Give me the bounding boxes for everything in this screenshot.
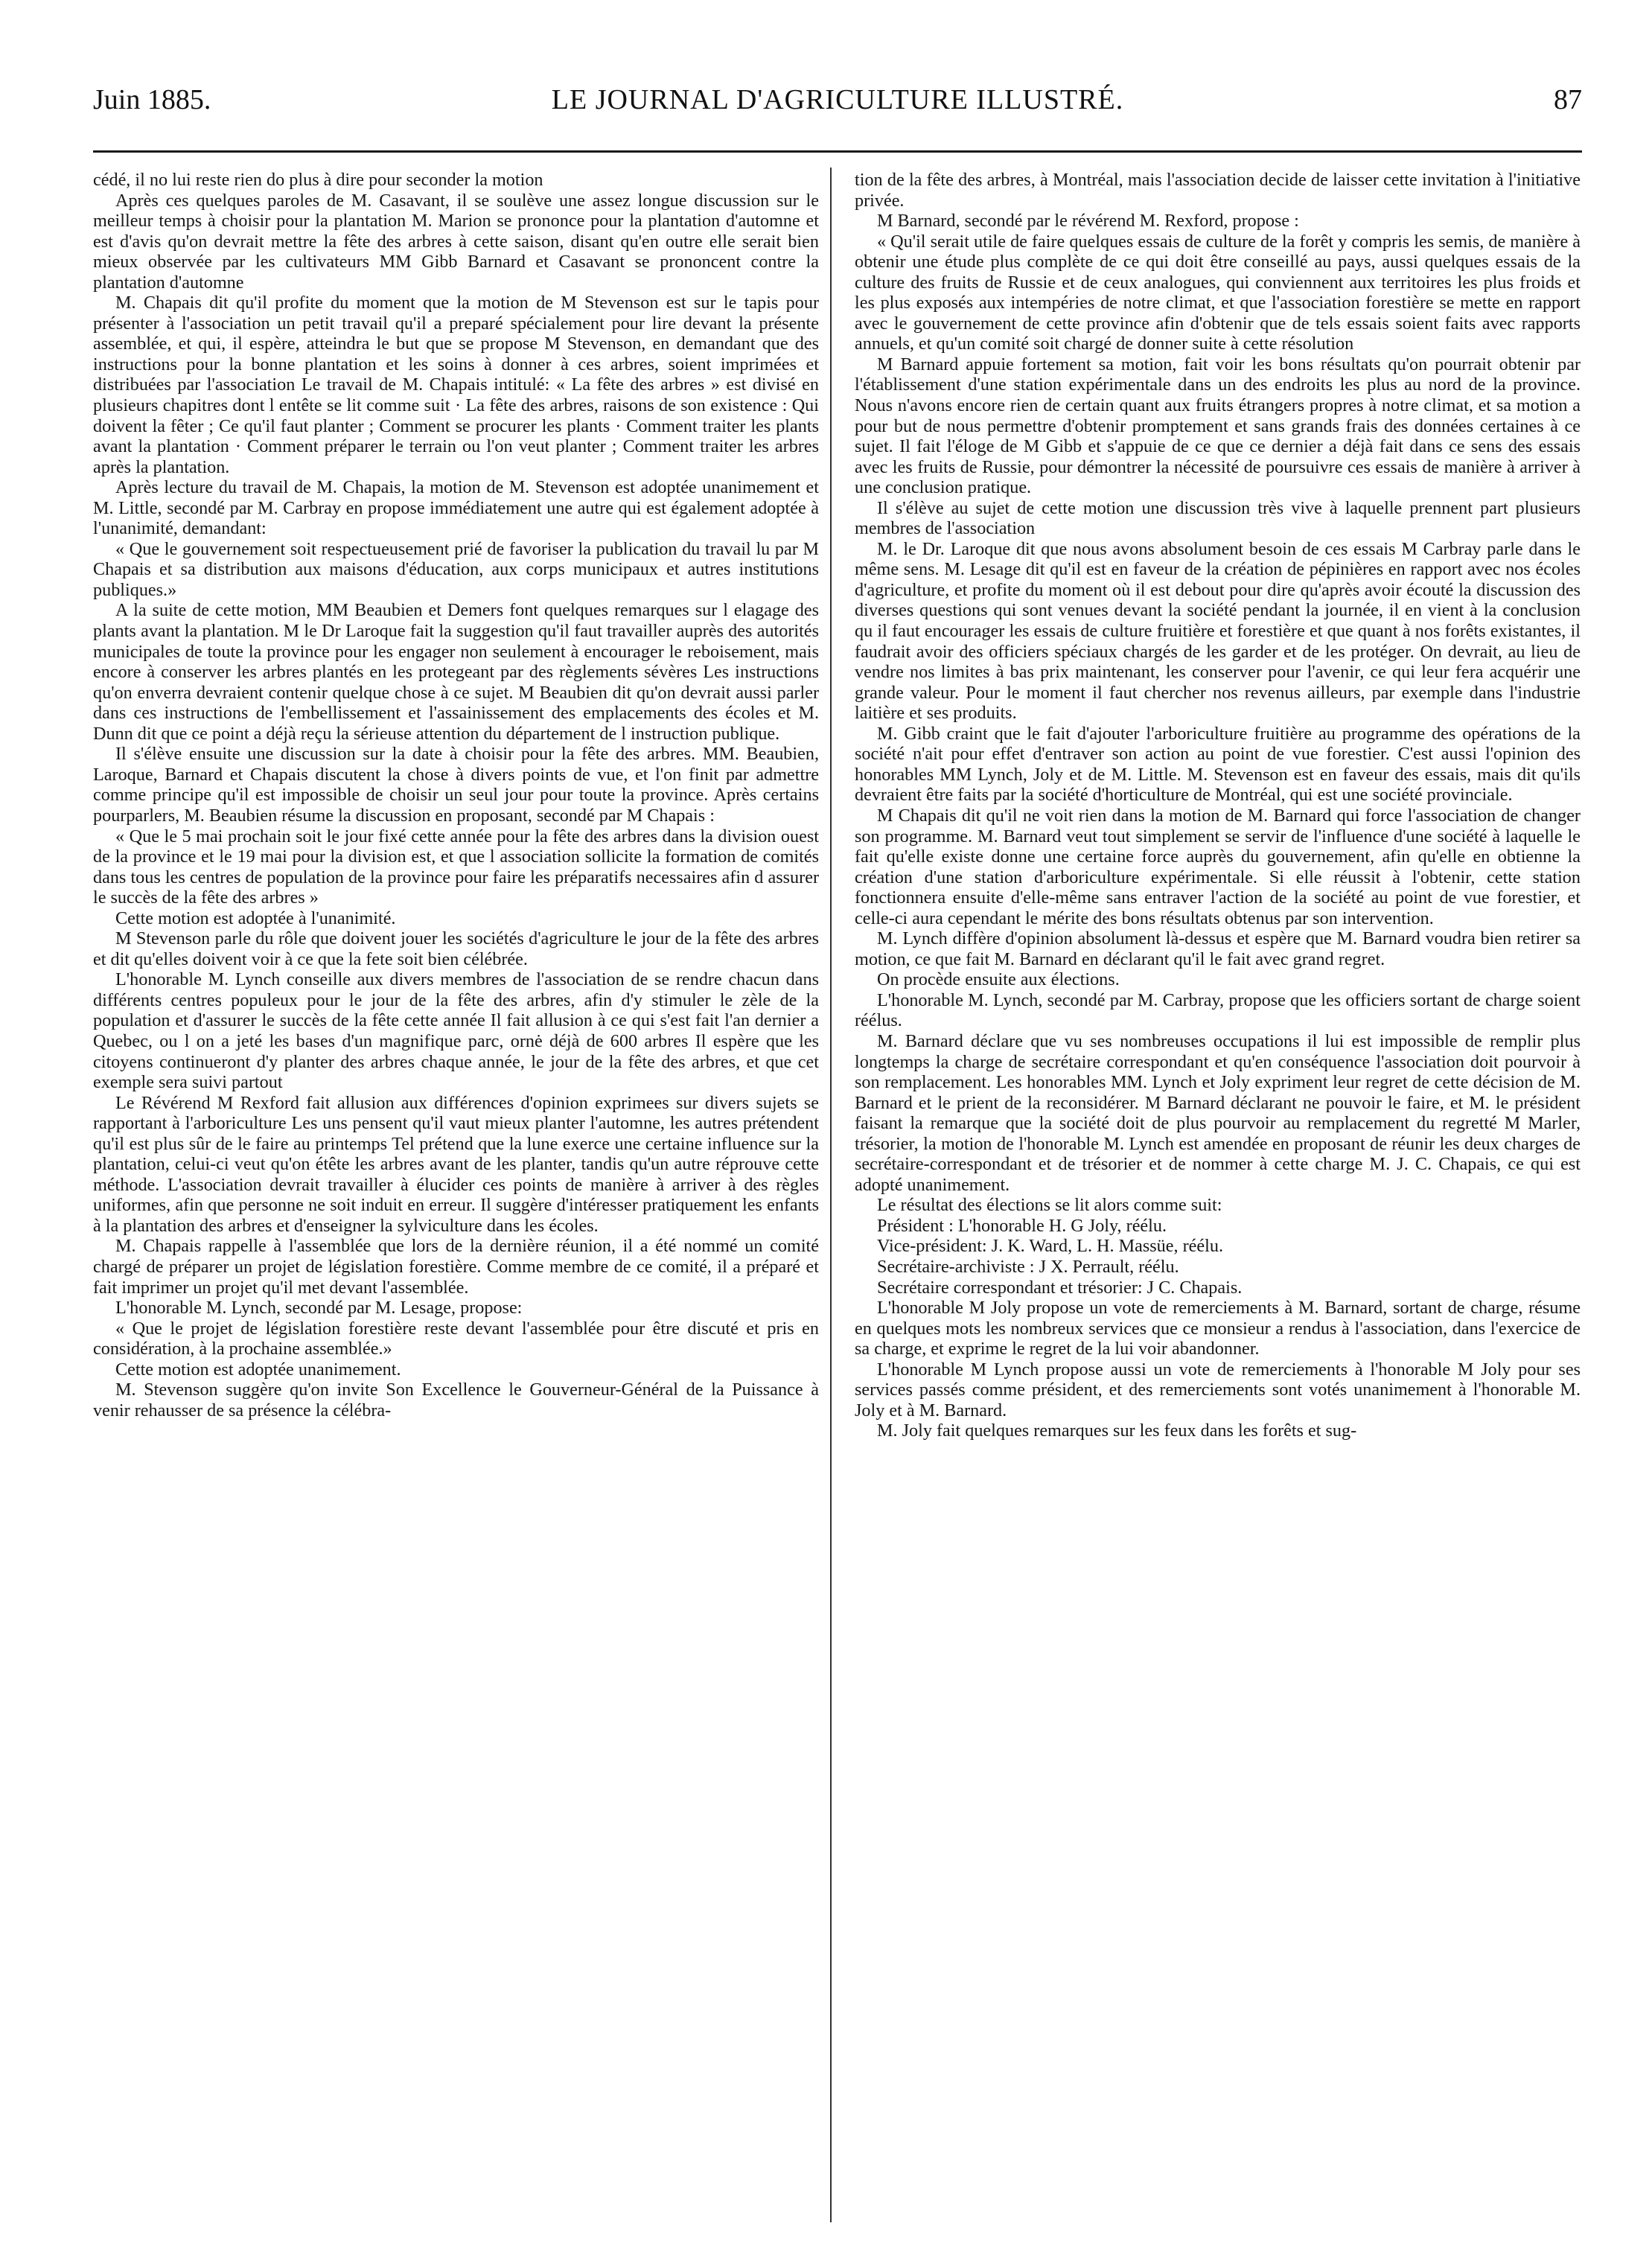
right-column bbox=[855, 170, 1581, 2228]
paragraph: Cette motion est adoptée à l'unanimité. bbox=[115, 908, 396, 928]
paragraph: L'honorable M. Lynch, secondé par M. Carbray, propose que les officiers sortant de charge soient réélus. bbox=[855, 989, 1581, 1031]
column-divider bbox=[830, 168, 832, 2222]
paragraph: Le Révérend M Rexford fait allusion aux différences d'opinion exprimees sur divers sujets se rapportant à l'arboriculture Les uns pensent qu'il vaut mieux planter l'automne, les autres prétendent qu'il est plus sûr de le faire au printemps Tel prétend que la lune exerce une certaine influence sur la plantation, celui-ci veut qu'on étête les arbres avant de les planter, tandis qu'un autre réprouve cette méthode. L'association devrait travailler à élucider ces points de manière à arriver à des règles uniformes, afin que personne ne soit induit en erreur. Il suggère d'intéresser pratiquement les enfants à la plantation des arbres et d'enseigner la sylviculture dans les écoles. bbox=[93, 1092, 819, 1236]
paragraph: M. Lynch diffère d'opinion absolument là-dessus et espère que M. Barnard voudra bien retirer sa motion, ce que fait M. Barnard en déclarant qu'il le fait avec grand regret. bbox=[855, 928, 1581, 969]
paragraph: Il s'élève au sujet de cette motion une discussion très vive à laquelle prennent part plusieurs membres de l'association bbox=[855, 497, 1581, 539]
journal-title: LE JOURNAL D'AGRICULTURE ILLUSTRÉ. bbox=[551, 84, 1124, 115]
paragraph: L'honorable M Joly propose un vote de remerciements à M. Barnard, sortant de charge, résume en quelques mots les nombreux services que ce monsieur a rendus à l'association, dans l'exercice de sa charge, et exprime le regret de la lui voir abandonner. bbox=[855, 1298, 1581, 1359]
quoted-resolution: « Que le projet de législation forestière reste devant l'assemblée pour être discuté et pris en considération, à la prochaine assemblée.» bbox=[93, 1318, 819, 1359]
paragraph: M. Chapais rappelle à l'assemblée que lors de la dernière réunion, il a été nommé un comité chargé de préparer un projet de législation forestière. Comme membre de ce comité, il a préparé et fait imprimer un projet qu'il met devant l'assemblée. bbox=[93, 1236, 819, 1298]
quoted-resolution: « Que le gouvernement soit respectueusement prié de favoriser la publication du travail lu par M Chapais et sa distribution aux maisons d'éducation, aux corps municipaux et autres institutions publiques.» bbox=[93, 538, 819, 600]
paragraph: M Chapais dit qu'il ne voit rien dans la motion de M. Barnard qui force l'association de changer son programme. M. Barnard veut tout simplement se servir de l'influence d'une société à laquelle le fait qu'elle existe donne une certaine force auprès du gouvernement, afin qu'elle en obtienne la création d'une station d'arboriculture expérimentale. Si elle réussit à l'obtenir, cette station fonctionnera ensuite d'elle-même sans entraver l'action de la société au point de vue forestier, et celle-ci aura cependant le mérite des bons résultats obtenus par son intervention. bbox=[855, 805, 1581, 928]
paragraph: M. Gibb craint que le fait d'ajouter l'arboriculture fruitière au programme des opérations de la société n'ait pour effet d'entraver son action au point de vue forestier. C'est aussi l'opinion des honorables MM Lynch, Joly et de M. Little. M. Stevenson est en faveur des essais, mais dit qu'ils devraient être faits par la société d'horticulture de Montréal, qui est une société provinciale. bbox=[855, 723, 1581, 806]
paragraph: M. Barnard déclare que vu ses nombreuses occupations il lui est impossible de remplir plus longtemps la charge de secrétaire correspondant et qu'en conséquence l'association doit pourvoir à son remplacement. Les honorables MM. Lynch et Joly expriment leur regret de cette décision de M. Barnard et le prient de la reconsidérer. M Barnard déclarant ne pouvoir le faire, et M. le président faisant la remarque que la société doit de plus pourvoir au remplacement du regretté M Marler, trésorier, la motion de l'honorable M. Lynch est amendée en proposant de réunir les deux charges de secrétaire-correspondant et de trésorier et de nommer à cette charge M. J. C. Chapais, ce qui est adopté unanimement. bbox=[855, 1030, 1581, 1195]
paragraph: L'honorable M. Lynch conseille aux divers membres de l'association de se rendre chacun dans différents centres populeux pour le jour de la fête des arbres, afin d'y stimuler le zèle de la population et d'assurer le succès de la fête cette année Il fait allusion à ce qui s'est fait l'an dernier a Quebec, ou l on a jeté les bases d'un magnifique parc, ornė déjà de 600 arbres Il espère que les citoyens continueront d'y planter des arbres chaque année, le jour de la fête des arbres, et que cet exemple sera suivi partout bbox=[93, 969, 819, 1093]
paragraph: A la suite de cette motion, MM Beaubien et Demers font quelques remarques sur l elagage des plants avant la plantation. M le Dr Laroque fait la suggestion qu'il faut travailler auprès des autorités municipales de toute la province pour les engager non seulement à encourager le reboisement, mais encore à conserver les arbres plantés en les protegeant par des règlements sévères Les instructions qu'on enverra devraient contenir quelque chose à ce sujet. M Beaubien dit qu'on devrait aussi parler dans ces instructions de l'embellissement et l'assainissement des emplacements des écoles et M. Dunn dit que ce point a déjà reçu la sérieuse attention du département de l instruction publique. bbox=[93, 600, 819, 744]
issue-date: Juin 1885. bbox=[93, 84, 211, 115]
quoted-resolution: « Que le 5 mai prochain soit le jour fixé cette année pour la fête des arbres dans la division ouest de la province et le 19 mai pour la division est, et que l association sollicite la formation de comités dans tous les centres de population de la province pour faire les préparatifs necessaires afin d assurer le succès de la fête des arbres » bbox=[93, 826, 819, 908]
election-result: Président : L'honorable H. G Joly, réélu. bbox=[877, 1215, 1167, 1236]
election-result: Secrétaire-archiviste : J X. Perrault, réélu. bbox=[877, 1256, 1179, 1277]
paragraph: tion de la fête des arbres, à Montréal, mais l'association decide de laisser cette invitation à l'initiative privée. bbox=[855, 170, 1581, 211]
paragraph: Après lecture du travail de M. Chapais, la motion de M. Stevenson est adoptée unanimement et M. Little, secondé par M. Carbray en propose immédiatement une autre qui est également adoptée à l'unanimité, demandant: bbox=[93, 477, 819, 539]
paragraph: M. Chapais dit qu'il profite du moment que la motion de M Stevenson est sur le tapis pour présenter à l'association un petit travail qu'il a preparé spécialement pour lire devant la présente assemblée, et qui, il espère, atteindra le but que se propose M Stevenson, en demandant que des instructions pour la bonne plantation et les soins à donner à ces arbres, soient imprimées et distribuées par l'association Le travail de M. Chapais intitulé: « La fête des arbres » est divisé en plusieurs chapitres dont l entête se lit comme suit · La fête des arbres, raisons de son existence : Qui doivent la fêter ; Ce qu'il faut planter ; Comment se procurer les plants · Comment traiter les plants avant la plantation · Comment préparer le terrain ou l'on veut planter ; Comment traiter les arbres après la plantation. bbox=[93, 293, 819, 477]
paragraph: Il s'élève ensuite une discussion sur la date à choisir pour la fête des arbres. MM. Beaubien, Laroque, Barnard et Chapais discutent la chose à divers points de vue, et l'on finit par admettre comme principe qu'il est impossible de choisir un seul jour pour toute la province. Après certains pourparlers, M. Beaubien résume la discussion en proposant, secondé par M Chapais : bbox=[93, 744, 819, 826]
paragraph: Cette motion est adoptée unanimement. bbox=[115, 1359, 401, 1380]
paragraph: M. le Dr. Laroque dit que nous avons absolument besoin de ces essais M Carbray parle dans le même sens. M. Lesage dit qu'il est en faveur de la création de pépinières en rapport avec nos écoles d'agriculture, et profite du moment où il est debout pour dire qu'après avoir écouté la discussion des diverses questions qui sont venues devant la société pendant la journée, il en vient à la conclusion qu il faut encourager les essais de culture fruitière et forestière et que quant à nos forêts existantes, il faudrait avoir des officiers spéciaux chargés de les garder et de les protéger. On devrait, au lieu de vendre nos limites à bas prix maintenant, les conserver pour l'avenir, ce qui leur fera acquérir une grande valeur. Pour le moment il faut chercher nos revenus ailleurs, par exemple dans l'industrie laitière et ses produits. bbox=[855, 538, 1581, 724]
paragraph: On procède ensuite aux élections. bbox=[877, 969, 1120, 990]
paragraph: Après ces quelques paroles de M. Casavant, il se soulève une assez longue discussion sur le meilleur temps à choisir pour la plantation M. Marion se prononce pour la plantation d'automne et est d'avis qu'on devrait mettre la fête des arbres à cette saison, disant qu'en outre elle serait bien mieux observée par les cultivateurs MM Gibb Barnard et Casavant se prononcent contre la plantation d'automne bbox=[93, 190, 819, 293]
paragraph: M Barnard appuie fortement sa motion, fait voir les bons résultats qu'on pourrait obtenir par l'établissement d'une station expérimentale dans un des endroits les plus au nord de la province. Nous n'avons encore rien de certain quant aux fruits étrangers propres à notre climat, et sa motion a pour but de nous permettre d'obtenir promptement et sans grands frais des données certaines à ce sujet. Il fait l'éloge de M Gibb et s'appuie de ce que ce dernier a déjà fait dans ce sens des essais avec les fruits de Russie, pour démontrer la nécessité de poursuivre ces essais de manière à arriver à une conclusion pratique. bbox=[855, 354, 1581, 498]
paragraph: M. Stevenson suggère qu'on invite Son Excellence le Gouverneur-Général de la Puissance à venir rehausser de sa présence la célébra- bbox=[93, 1380, 819, 1421]
paragraph: L'honorable M. Lynch, secondé par M. Lesage, propose: bbox=[115, 1298, 523, 1319]
paragraph: cédé, il no lui reste rien do plus à dire pour seconder la motion bbox=[93, 170, 543, 190]
paragraph: Le résultat des élections se lit alors comme suit: bbox=[877, 1195, 1222, 1216]
header-rule bbox=[93, 150, 1582, 153]
election-result: Vice-président: J. K. Ward, L. H. Massüe, réélu. bbox=[877, 1236, 1223, 1257]
page-header bbox=[93, 83, 1582, 125]
left-column bbox=[93, 170, 819, 2228]
paragraph: M Barnard, secondé par le révérend M. Rexford, propose : bbox=[877, 211, 1299, 232]
paragraph: L'honorable M Lynch propose aussi un vote de remerciements à l'honorable M Joly pour ses services passés comme président, et des remerciements sont votés unanimement à l'honorable M. Joly et à M. Barnard. bbox=[855, 1359, 1581, 1421]
election-result: Secrétaire correspondant et trésorier: J C. Chapais. bbox=[877, 1277, 1243, 1298]
page-number: 87 bbox=[1554, 84, 1582, 115]
paragraph: M Stevenson parle du rôle que doivent jouer les sociétés d'agriculture le jour de la fête des arbres et dit qu'elles doivent voir à ce que la fete soit bien célébrée. bbox=[93, 928, 819, 969]
paragraph: M. Joly fait quelques remarques sur les feux dans les forêts et sug- bbox=[877, 1421, 1357, 1441]
quoted-resolution: « Qu'il serait utile de faire quelques essais de culture de la forêt y compris les semis, de manière à obtenir une étude plus complète de ce qui doit être conseillé au pays, aussi quelques essais de la culture des fruits de Russie et de ceux analogues, qui conviennent aux territoires les plus froids et les plus exposés aux intempéries de notre climat, et que l'association forestière se mette en rapport avec le gouvernement de cette province afin d'obtenir que de tels essais soient faits avec rapports annuels, et qu'un comité soit chargé de donner suite à cette résolution bbox=[855, 231, 1581, 354]
